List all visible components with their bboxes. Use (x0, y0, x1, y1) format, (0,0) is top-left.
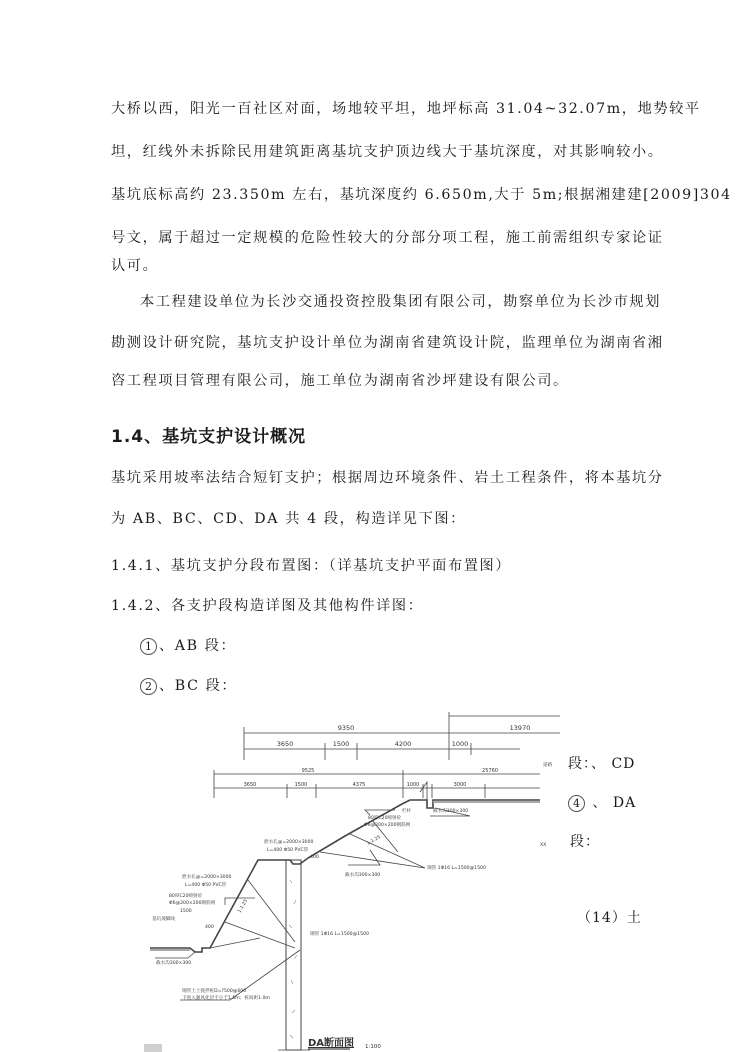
dim-seg: 4200 (394, 740, 412, 748)
circled-number: 4 (568, 795, 585, 812)
dim-seg: 1500 (294, 782, 308, 788)
dim-seg: 3650 (276, 740, 294, 748)
label-drain-upper-2: L=400 Φ50 PVC管 (267, 848, 309, 853)
label-drain-upper-1: 泄水孔@=2000×3000 (264, 840, 314, 845)
label-ditch-mid: 截水沟300×300 (345, 873, 381, 878)
paragraph-line: 坦，红线外未拆除民用建筑距离基坑支护顶边线大于基坑深度，对其影响较小。 (111, 144, 664, 160)
label-top-ditch: 截水沟300×300 (433, 809, 469, 814)
scan-artifact (144, 1044, 162, 1052)
label-drain-lower-1: 泄水孔@=2000×3000 (182, 875, 232, 880)
soil-nail (248, 880, 295, 942)
paragraph-line: 基坑采用坡率法结合短钉支护；根据周边环境条件、岩土工程条件，将本基坑分 (111, 470, 664, 486)
list-item-1-4-1: 1.4.1、基坑支护分段布置图：（详基坑支护平面布置图） (111, 558, 512, 574)
label-mesh-upper-1: 80厚C20喷射砼 (368, 816, 402, 821)
paragraph-line: 号文，属于超过一定规模的危险性较大的分部分项工程，施工前需组织专家论证 (111, 230, 664, 246)
dim-seg: 3650 (243, 782, 257, 788)
dim-total-lower-left: 9525 (301, 768, 315, 774)
label-pile-1: 钢管土土搅拌桩D=?500@600 (182, 989, 247, 994)
label-nail-lower: 钢管 1Φ16 L=1500@1500 (310, 932, 369, 937)
paragraph-line: 本工程建设单位为长沙交通投资控股集团有限公司，勘察单位为长沙市规划 (140, 294, 661, 310)
drawing-scale: 1:100 (365, 1044, 381, 1050)
paragraph-line: 咨工程项目管理有限公司，施工单位为湖南省沙坪建设有限公司。 (111, 373, 569, 389)
label-slope-lower: 1:1.25 (237, 898, 250, 914)
label-dim-400-upper: 400 (310, 855, 319, 860)
dim-seg: 1000 (406, 782, 420, 788)
label-dim-1500: 1500 (180, 909, 192, 914)
paragraph-line: 基坑底标高约 23.350m 左右，基坑深度约 6.650m,大于 5m;根据湘建建[2009]304 (111, 187, 732, 203)
label-dim-400-lower: 400 (205, 925, 214, 930)
segment-item-bc (140, 676, 237, 696)
railing (420, 782, 427, 800)
paragraph-line: 勘测设计研究院，基坑支护设计单位为湖南省建筑设计院，监理单位为湖南省湘 (111, 335, 664, 351)
section-heading: 1.4、基坑支护设计概况 (111, 427, 307, 447)
side-text-cd: 段：、 CD (568, 756, 636, 772)
label-right-tag-2: XX (540, 843, 547, 848)
label-pile-2: 下进入强风化层不小于1.5m；桩间距1.0m (182, 996, 270, 1001)
label-mesh-lower-2: Φ6@200×200钢筋网 (169, 901, 216, 906)
dim-total-upper-right: 13970 (509, 724, 531, 732)
paragraph-line: 大桥以西，阳光一百社区对面，场地较平坦，地坪标高 31.04~32.07m，地势较平 (111, 101, 701, 117)
circled-number: 1 (140, 638, 157, 655)
label-retain-note: 基坑坡脚线 (152, 917, 175, 922)
paragraph-line: 认可。 (111, 258, 159, 274)
soil-nail (210, 938, 260, 948)
side-text-da (568, 792, 636, 812)
drawing-title: DA断面图 (308, 1038, 355, 1049)
dim-seg: 3000 (453, 782, 467, 788)
label-ditch-bottom: 截水沟300×300 (156, 961, 192, 966)
segment-label: 、BC 段： (159, 678, 238, 694)
label-drain-lower-2: L=400 Φ50 PVC管 (185, 883, 227, 888)
label-railing: 栏杆 (402, 809, 412, 814)
label-nail-upper: 钢管 1Φ16 L=1500@1500 (427, 866, 486, 871)
segment-item-ab (140, 636, 236, 656)
da-section-drawing (140, 700, 560, 1052)
paragraph-line: 为 AB、BC、CD、DA 共 4 段，构造详见下图： (111, 511, 466, 527)
dim-total-upper-left: 9350 (337, 724, 355, 732)
label-mesh-lower-1: 80厚C20喷射砼 (169, 894, 203, 899)
dim-seg: 1500 (332, 740, 350, 748)
side-text-da-label: 、 DA (587, 795, 637, 811)
label-slope-upper: 1:1.25 (366, 835, 382, 847)
circled-number: 2 (140, 678, 157, 695)
dim-seg: 4375 (352, 782, 366, 788)
dim-total-lower-right: 25760 (482, 768, 498, 774)
segment-label: 、AB 段： (159, 638, 237, 654)
label-right-tag-1: 道路 (543, 763, 553, 768)
side-text-soil: （14）土 (577, 910, 642, 926)
dim-seg: 1000 (451, 740, 469, 748)
soil-nail (225, 922, 295, 948)
label-mesh-upper-2: Φ6@200×200钢筋网 (364, 823, 411, 828)
list-item-1-4-2: 1.4.2、各支护段构造详图及其他构件详图： (111, 598, 424, 614)
side-text-segment: 段： (570, 834, 600, 850)
